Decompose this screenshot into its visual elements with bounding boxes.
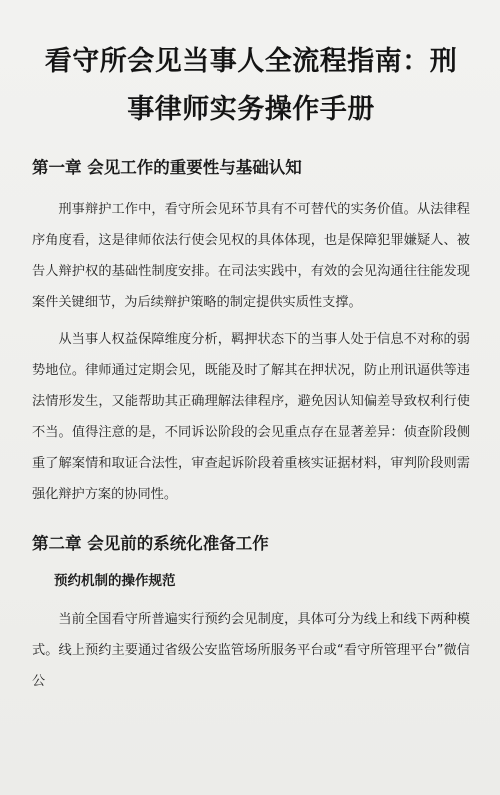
chapter-1-heading: 第一章 会见工作的重要性与基础认知: [32, 158, 302, 177]
chapter-1-paragraph-1: 刑事辩护工作中，看守所会见环节具有不可替代的实务价值。从法律程序角度看，这是律师依法行使会见权的具体体现，也是保障犯罪嫌疑人、被告人辩护权的基础性制度安排。在司法实践中，有效的会见沟通往往能发现案件关键细节，为后续辩护策略的制定提供实质性支撑。: [32, 202, 470, 310]
chapter-2-heading: 第二章 会见前的系统化准备工作: [32, 534, 269, 553]
section-heading-appointment: 预约机制的操作规范: [54, 573, 176, 589]
chapter-1: [32, 156, 470, 510]
document-title: 看守所会见当事人全流程指南：刑事律师实务操作手册: [44, 46, 458, 125]
chapter-2: [32, 532, 470, 697]
chapter-2-paragraph-1: 当前全国看守所普遍实行预约会见制度，具体可分为线上和线下两种模式。线上预约主要通过省级公安监管场所服务平台或“看守所管理平台”微信公: [32, 612, 470, 689]
chapter-1-paragraph-2: 从当事人权益保障维度分析，羁押状态下的当事人处于信息不对称的弱势地位。律师通过定期会见，既能及时了解其在押状况，防止刑讯逼供等违法情形发生，又能帮助其正确理解法律程序，避免因认知偏差导致权利行使不当。值得注意的是，不同诉讼阶段的会见重点存在显著差异：侦查阶段侧重了解案情和取证合法性，审查起诉阶段着重核实证据材料，审判阶段则需强化辩护方案的协同性。: [32, 332, 470, 502]
